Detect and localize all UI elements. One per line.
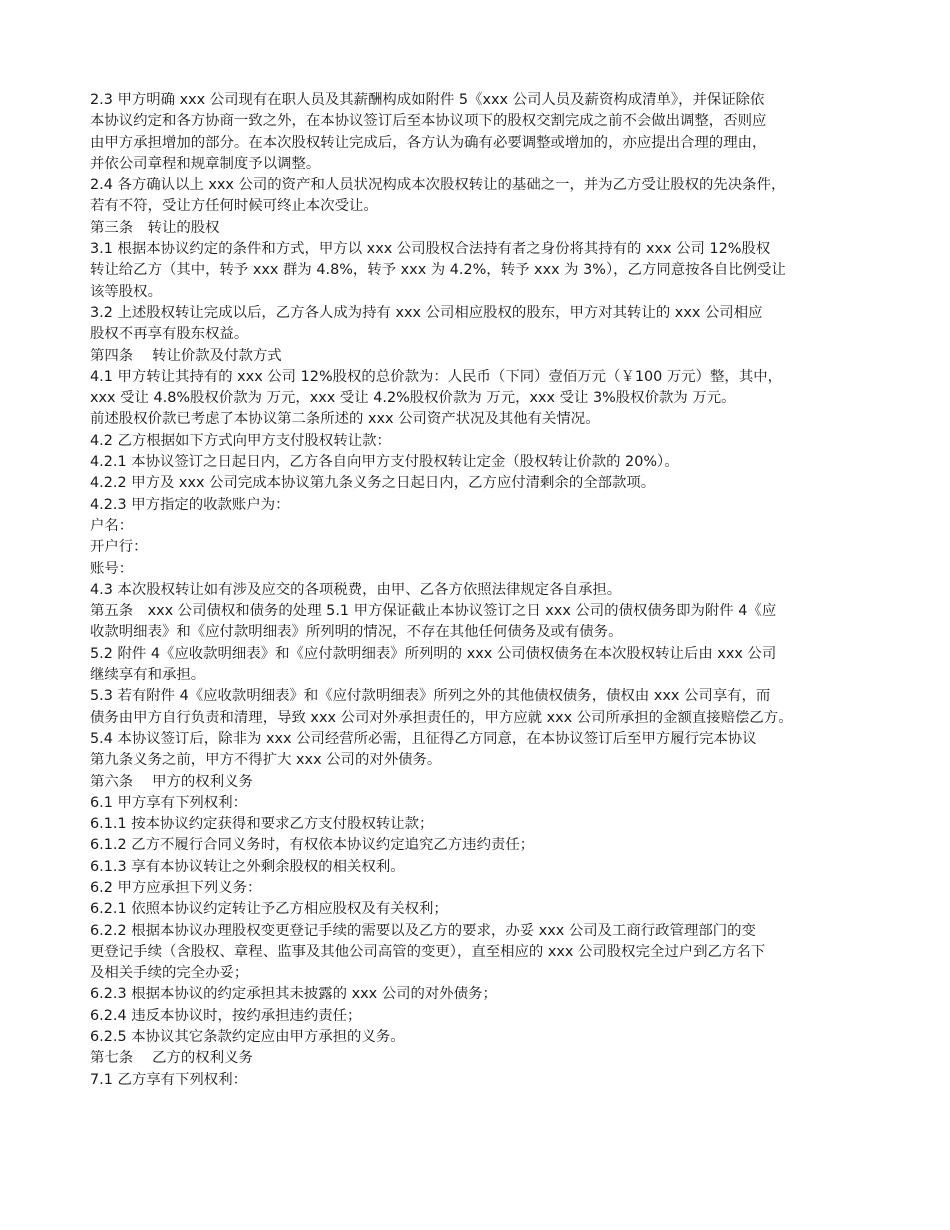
text-line: 6.2.4 违反本协议时，按约承担违约责任； <box>90 1007 362 1024</box>
text-line: 4.3 本次股权转让如有涉及应交的各项税费，由甲、乙各方依照法律规定各自承担。 <box>90 581 622 598</box>
text-line: 2.4 各方确认以上 xxx 公司的资产和人员状况构成本次股权转让的基础之一，并为乙方受让股权的先决条件， <box>90 177 786 194</box>
text-line: 6.1 甲方享有下列权利： <box>90 794 247 811</box>
text-line: 6.1.2 乙方不履行合同义务时，有权依本协议约定追究乙方违约责任； <box>90 837 535 854</box>
text-line: 4.2.2 甲方及 xxx 公司完成本协议第九条义务之日起日内，乙方应付清剩余的全部款项。 <box>90 475 656 492</box>
section-heading: 第五条 xxx 公司债权和债务的处理 5.1 甲方保证截止本协议签订之日 xxx 公司的债权债务即为附件 4《应 <box>90 603 777 620</box>
bank-label: 开户行： <box>90 539 148 556</box>
text-line: 4.2.3 甲方指定的收款账户为： <box>90 496 290 513</box>
text-line: 该等股权。 <box>90 283 162 300</box>
text-line: 4.2 乙方根据如下方式向甲方支付股权转让款： <box>90 432 391 449</box>
text-line: 及相关手续的完全办妥； <box>90 965 249 982</box>
text-line: 6.1.3 享有本协议转让之外剩余股权的相关权利。 <box>90 858 405 875</box>
text-line: 收款明细表》和《应付款明细表》所列明的情况，不存在其他任何债务及或有债务。 <box>90 624 623 641</box>
text-line: 6.2.1 依照本协议约定转让予乙方相应股权及有关权利； <box>90 901 448 918</box>
text-line: 4.1 甲方转让其持有的 xxx 公司 12%股权的总价款为：人民币（下同）壹佰万元（￥100 万元）整，其中， <box>90 368 782 385</box>
text-line: 债务由甲方自行负责和清理，导致 xxx 公司对外承担责任的，甲方应就 xxx 公司所承担的金额直接赔偿乙方。 <box>90 709 793 726</box>
section-heading: 第三条 转让的股权 <box>90 219 220 236</box>
text-line: 5.2 附件 4《应收款明细表》和《应付款明细表》所列明的 xxx 公司债权债务在本次股权转让后由 xxx 公司 <box>90 645 777 662</box>
section-heading: 第七条 乙方的权利义务 <box>90 1050 253 1067</box>
account-number-label: 账号： <box>90 560 134 577</box>
text-line: 前述股权价款已考虑了本协议第二条所述的 xxx 公司资产状况及其他有关情况。 <box>90 411 600 428</box>
text-line: 并依公司章程和规章制度予以调整。 <box>90 155 321 172</box>
text-line: 6.2.5 本协议其它条款约定应由甲方承担的义务。 <box>90 1029 405 1046</box>
text-line: 更登记手续（含股权、章程、监事及其他公司高管的变更），直至相应的 xxx 公司股权完全过户到乙方名下 <box>90 943 766 960</box>
section-heading: 第四条 转让价款及付款方式 <box>90 347 282 364</box>
text-line: 股权不再享有股东权益。 <box>90 326 249 343</box>
text-line: 3.1 根据本协议约定的条件和方式，甲方以 xxx 公司股权合法持有者之身份将其持有的 xxx 公司 12%股权 <box>90 241 771 258</box>
text-line: 继续享有和承担。 <box>90 667 206 684</box>
text-line: 5.4 本协议签订后，除非为 xxx 公司经营所必需，且征得乙方同意，在本协议签订后至甲方履行完本协议 <box>90 730 757 747</box>
text-line: 4.2.1 本协议签订之日起日内，乙方各自向甲方支付股权转让定金（股权转让价款的 20%）。 <box>90 454 679 471</box>
text-line: 若有不符，受让方任何时候可终止本次受让。 <box>90 198 378 215</box>
text-line: 3.2 上述股权转让完成以后，乙方各人成为持有 xxx 公司相应股权的股东，甲方对其转让的 xxx 公司相应 <box>90 304 763 321</box>
section-heading: 第六条 甲方的权利义务 <box>90 773 253 790</box>
account-name-label: 户名： <box>90 517 134 534</box>
text-line: 2.3 甲方明确 xxx 公司现有在职人员及其薪酬构成如附件 5《xxx 公司人员及薪资构成清单》，并保证除依 <box>90 92 765 108</box>
text-line: 7.1 乙方享有下列权利： <box>90 1071 247 1088</box>
text-line: 第九条义务之前，甲方不得扩大 xxx 公司的对外债务。 <box>90 752 442 769</box>
text-line: 6.2.2 根据本协议办理股权变更登记手续的需要以及乙方的要求，办妥 xxx 公司及工商行政管理部门的变 <box>90 922 756 939</box>
text-line: 6.2 甲方应承担下列义务： <box>90 879 262 896</box>
text-line: 5.3 若有附件 4《应收款明细表》和《应付款明细表》所列之外的其他债权债务，债权由 xxx 公司享有，而 <box>90 688 771 705</box>
text-line: 6.1.1 按本协议约定获得和要求乙方支付股权转让款； <box>90 816 434 833</box>
text-line: 由甲方承担增加的部分。在本次股权转让完成后，各方认为确有必要调整或增加的，亦应提出合理的理由， <box>90 134 767 151</box>
text-line: 6.2.3 根据本协议的约定承担其未披露的 xxx 公司的对外债务； <box>90 986 497 1003</box>
text-line: 本协议约定和各方协商一致之外，在本协议签订后至本协议项下的股权交割完成之前不会做出调整，否则应 <box>90 113 767 130</box>
text-line: xxx 受让 4.8%股权价款为 万元，xxx 受让 4.2%股权价款为 万元，xxx 受让 3%股权价款为 万元。 <box>90 390 736 407</box>
text-line: 转让给乙方（其中，转予 xxx 群为 4.8%，转予 xxx 为 4.2%，转予 xxx 为 3%），乙方同意按各自比例受让 <box>90 262 786 279</box>
